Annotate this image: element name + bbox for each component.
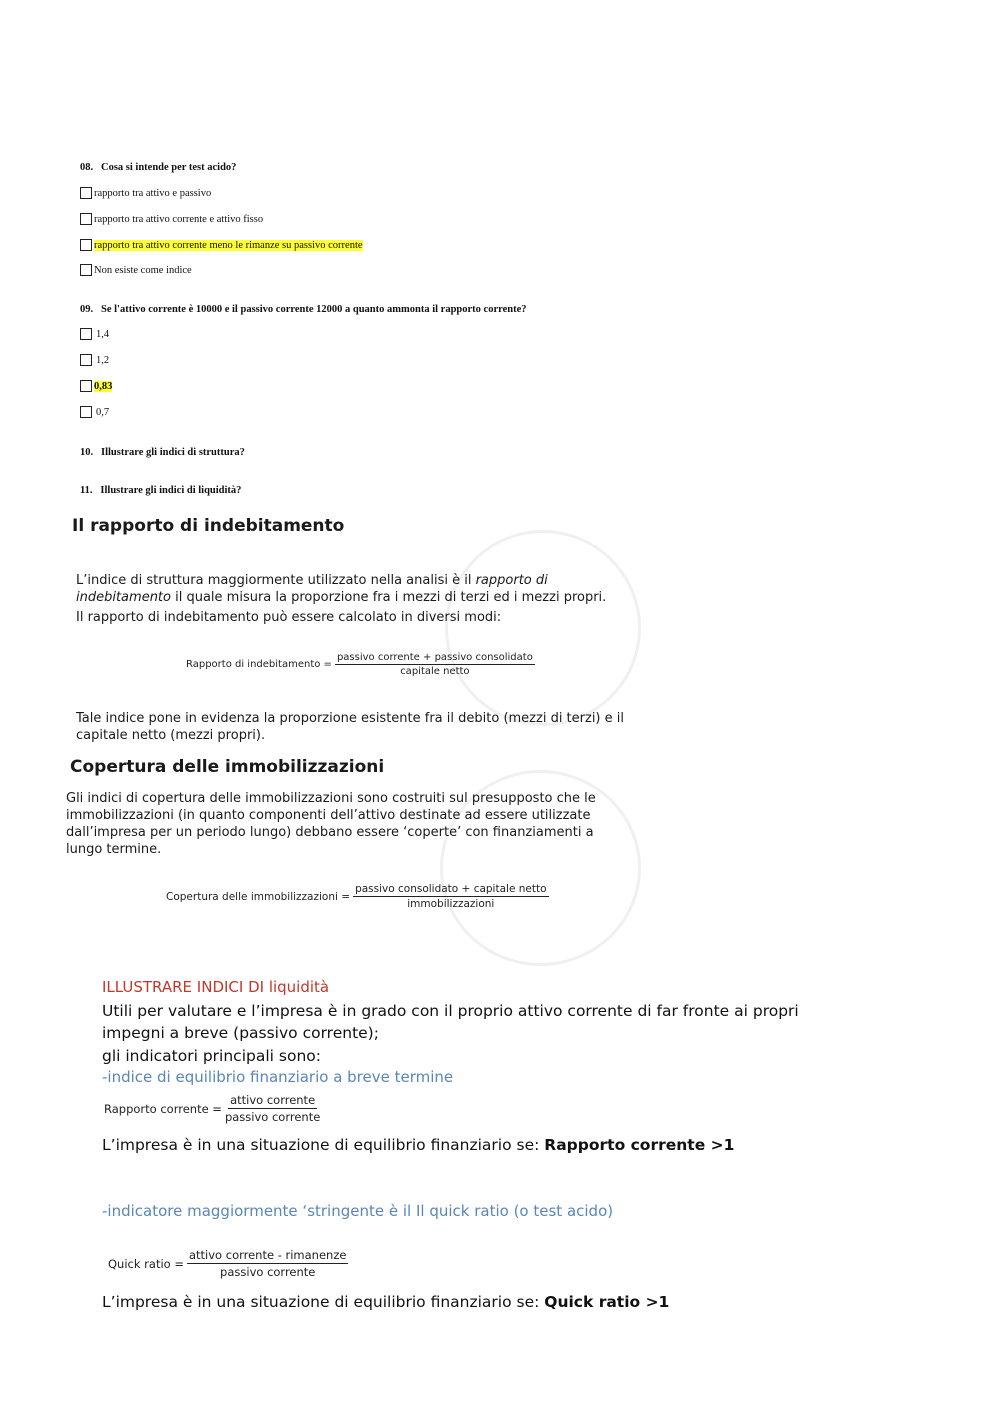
question-text: Se l'attivo corrente è 10000 e il passivo corrente 12000 a quanto ammonta il rapporto corrente? — [101, 304, 527, 315]
formula-denominator: immobilizzazioni — [407, 898, 495, 910]
formula-numerator: attivo corrente — [230, 1093, 316, 1107]
answer-option[interactable] — [80, 354, 109, 366]
text-span: il quale misura la proporzione fra i mezzi di terzi ed i mezzi propri. — [170, 590, 607, 605]
question-number: 10. — [80, 447, 94, 458]
section-title-liquidita: ILLUSTRARE INDICI DI liquidità — [102, 978, 330, 996]
answer-label: 0,7 — [96, 406, 110, 418]
answer-label: 0,83 — [94, 380, 113, 392]
checkbox[interactable] — [80, 406, 92, 418]
text-italic: rapporto di indebitamento — [76, 573, 548, 605]
answer-option[interactable] — [80, 406, 109, 418]
checkbox[interactable] — [80, 380, 92, 392]
question-text: Illustrare gli indici di liquidità? — [100, 485, 242, 496]
checkbox[interactable] — [80, 264, 92, 276]
answer-option[interactable] — [80, 187, 211, 199]
section-title-indebitamento: Il rapporto di indebitamento — [72, 516, 345, 536]
checkbox[interactable] — [80, 187, 92, 199]
text-bold: Quick ratio >1 — [544, 1293, 670, 1311]
watermark-seal — [445, 530, 641, 726]
formula-fraction — [353, 883, 548, 910]
question-number: 11. — [80, 485, 93, 496]
question-10 — [80, 447, 245, 458]
question-text: Cosa si intende per test acido? — [101, 162, 237, 173]
formula-denominator: passivo corrente — [224, 1110, 321, 1124]
paragraph-liquidita-indicators: gli indicatori principali sono: — [102, 1047, 321, 1065]
question-11 — [80, 485, 241, 496]
paragraph-indebitamento-explanation: Tale indice pone in evidenza la proporzione esistente fra il debito (mezzi di terzi) e il capitale netto (mezzi propri). — [76, 711, 624, 743]
question-09 — [80, 304, 526, 315]
answer-option[interactable] — [80, 264, 192, 276]
checkbox[interactable] — [80, 328, 92, 340]
checkbox[interactable] — [80, 213, 92, 225]
formula-fraction — [225, 1093, 320, 1124]
answer-label: rapporto tra attivo corrente meno le rimanze su passivo corrente — [94, 239, 363, 251]
formula-label: Rapporto corrente = — [104, 1101, 222, 1116]
paragraph-indebitamento-intro — [76, 572, 646, 606]
formula-denominator: passivo corrente — [220, 1265, 316, 1279]
answer-option-correct[interactable] — [80, 380, 112, 392]
text-span: L’indice di struttura maggiormente utilizzato nella analisi è il — [76, 573, 476, 588]
formula-indebitamento — [186, 652, 535, 677]
checkbox[interactable] — [80, 239, 92, 251]
answer-label: 1,4 — [96, 328, 110, 340]
question-number: 08. — [80, 162, 94, 173]
paragraph-liquidita-intro: Utili per valutare e l’impresa è in grado con il proprio attivo corrente di far fronte ai propri impegni a breve (passivo corrente); — [102, 1002, 799, 1042]
formula-numerator: passivo corrente + passivo consolidato — [336, 652, 533, 663]
formula-fraction — [187, 1248, 348, 1279]
text-span: L’impresa è in una situazione di equilibrio finanziario se: — [102, 1136, 545, 1154]
condition-quick-ratio — [102, 1291, 669, 1313]
formula-rapporto-corrente — [104, 1093, 320, 1124]
formula-label: Copertura delle immobilizzazioni = — [166, 890, 351, 903]
text-span: L’impresa è in una situazione di equilibrio finanziario se: — [102, 1293, 545, 1311]
answer-option[interactable] — [80, 213, 263, 225]
subheading-quick-ratio: -indicatore maggiormente ‘stringente è il Il quick ratio (o test acido) — [102, 1202, 614, 1220]
formula-label: Quick ratio = — [108, 1256, 184, 1271]
condition-rapporto-corrente — [102, 1134, 734, 1156]
formula-copertura — [166, 883, 549, 910]
question-text: Illustrare gli indici di struttura? — [101, 447, 245, 458]
subheading-equilibrio: -indice di equilibrio finanziario a breve termine — [102, 1068, 454, 1086]
paragraph-indebitamento-methods: Il rapporto di indebitamento può essere calcolato in diversi modi: — [76, 610, 502, 625]
section-title-copertura: Copertura delle immobilizzazioni — [70, 757, 385, 777]
formula-quick-ratio — [108, 1248, 348, 1279]
answer-label: rapporto tra attivo e passivo — [94, 187, 212, 199]
question-08 — [80, 162, 236, 173]
answer-label: Non esiste come indice — [94, 264, 192, 276]
answer-label: rapporto tra attivo corrente e attivo fisso — [94, 213, 264, 225]
formula-label: Rapporto di indebitamento = — [186, 659, 332, 670]
answer-label: 1,2 — [96, 354, 110, 366]
formula-numerator: passivo consolidato + capitale netto — [355, 883, 547, 895]
answer-option-correct[interactable] — [80, 239, 363, 251]
answer-option[interactable] — [80, 328, 109, 340]
formula-numerator: attivo corrente - rimanenze — [188, 1248, 347, 1262]
formula-fraction — [335, 652, 535, 677]
formula-denominator: capitale netto — [400, 666, 470, 677]
paragraph-copertura: Gli indici di copertura delle immobilizzazioni sono costruiti sul presupposto che le immobilizzazioni (in quanto componenti dell’attivo destinate ad essere utilizzate dall’impresa per un periodo lungo) debbano essere ‘coperte’ con finanziamenti a lungo termine. — [66, 791, 596, 857]
text-bold: Rapporto corrente >1 — [544, 1136, 735, 1154]
checkbox[interactable] — [80, 354, 92, 366]
question-number: 09. — [80, 304, 94, 315]
